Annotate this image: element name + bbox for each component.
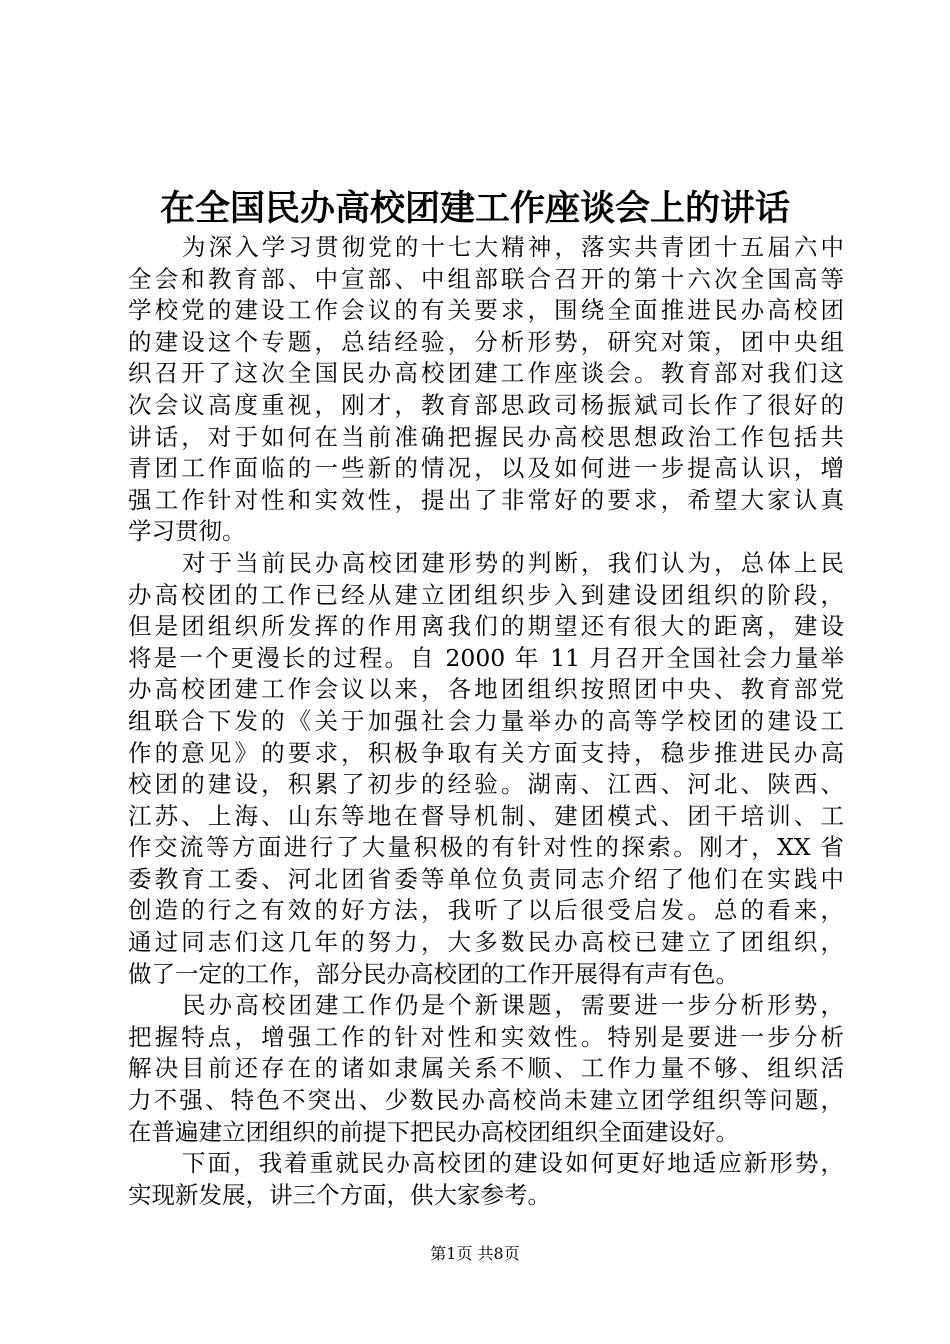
paragraph-line: 但是团组织所发挥的作用离我们的期望还有很大的距离，建设 [128, 612, 844, 641]
paragraph-4 [128, 1148, 844, 1211]
paragraph-line: 讲话，对于如何在当前准确把握民办高校思想政治工作包括共 [128, 422, 844, 451]
paragraph-line: 把握特点，增强工作的针对性和实效性。特别是要进一步分析 [128, 1022, 844, 1051]
paragraph-line: 实现新发展，讲三个方面，供大家参考。 [128, 1180, 551, 1209]
paragraph-line: 为深入学习贯彻党的十七大精神，落实共青团十五届六中 [182, 233, 844, 261]
paragraph-1 [128, 232, 844, 548]
paragraph-line: 青团工作面临的一些新的情况，以及如何进一步提高认识，增 [128, 454, 844, 483]
paragraph-line: 组联合下发的《关于加强社会力量举办的高等学校团的建设工 [128, 706, 844, 735]
paragraph-line: 学校党的建设工作会议的有关要求，围绕全面推进民办高校团 [128, 296, 844, 325]
paragraph-line: 通过同志们这几年的努力，大多数民办高校已建立了团组织， [128, 928, 844, 957]
paragraph-line: 力不强、特色不突出、少数民办高校尚未建立团学组织等问题， [128, 1086, 844, 1115]
paragraph-line: 办高校团的工作已经从建立团组织步入到建设团组织的阶段， [128, 580, 844, 609]
paragraph-line: 次会议高度重视，刚才，教育部思政司杨振斌司长作了很好的 [128, 390, 844, 419]
paragraph-line: 的建设这个专题，总结经验，分析形势，研究对策，团中央组 [128, 327, 844, 356]
paragraph-line: 江苏、上海、山东等地在督导机制、建团模式、团干培训、工 [128, 801, 844, 830]
paragraph-line: 作交流等方面进行了大量积极的有针对性的探索。刚才，XX 省 [128, 833, 844, 862]
paragraph-line: 做了一定的工作，部分民办高校团的工作开展得有声有色。 [128, 959, 739, 988]
paragraph-line: 创造的行之有效的好方法，我听了以后很受启发。总的看来， [128, 896, 844, 925]
paragraph-line: 学习贯彻。 [128, 517, 246, 546]
paragraph-line: 下面，我着重就民办高校团的建设如何更好地适应新形势， [182, 1149, 844, 1178]
paragraph-line: 校团的建设，积累了初步的经验。湖南、江西、河北、陕西、 [128, 770, 844, 799]
paragraph-3 [128, 990, 844, 1148]
paragraph-line: 织召开了这次全国民办高校团建工作座谈会。教育部对我们这 [128, 359, 844, 388]
paragraph-line: 办高校团建工作会议以来，各地团组织按照团中央、教育部党 [128, 675, 844, 704]
paragraph-line: 强工作针对性和实效性，提出了非常好的要求，希望大家认真 [128, 485, 844, 514]
page-number-footer: 第1页 共8页 [430, 1244, 520, 1263]
paragraph-line: 民办高校团建工作仍是个新课题，需要进一步分析形势， [182, 991, 844, 1020]
paragraph-line: 委教育工委、河北团省委等单位负责同志介绍了他们在实践中 [128, 864, 844, 893]
document-title: 在全国民办高校团建工作座谈会上的讲话 [159, 189, 790, 229]
paragraph-line: 对于当前民办高校团建形势的判断，我们认为，总体上民 [182, 548, 844, 577]
paragraph-line: 在普遍建立团组织的前提下把民办高校团组织全面建设好。 [128, 1117, 739, 1146]
document-body [128, 232, 844, 1211]
paragraph-line: 作的意见》的要求，积极争取有关方面支持，稳步推进民办高 [128, 738, 844, 767]
paragraph-line: 将是一个更漫长的过程。自 2000 年 11 月召开全国社会力量举 [128, 643, 844, 672]
paragraph-line: 解决目前还存在的诸如隶属关系不顺、工作力量不够、组织活 [128, 1054, 844, 1083]
paragraph-2 [128, 548, 844, 990]
paragraph-line: 全会和教育部、中宣部、中组部联合召开的第十六次全国高等 [128, 264, 844, 293]
